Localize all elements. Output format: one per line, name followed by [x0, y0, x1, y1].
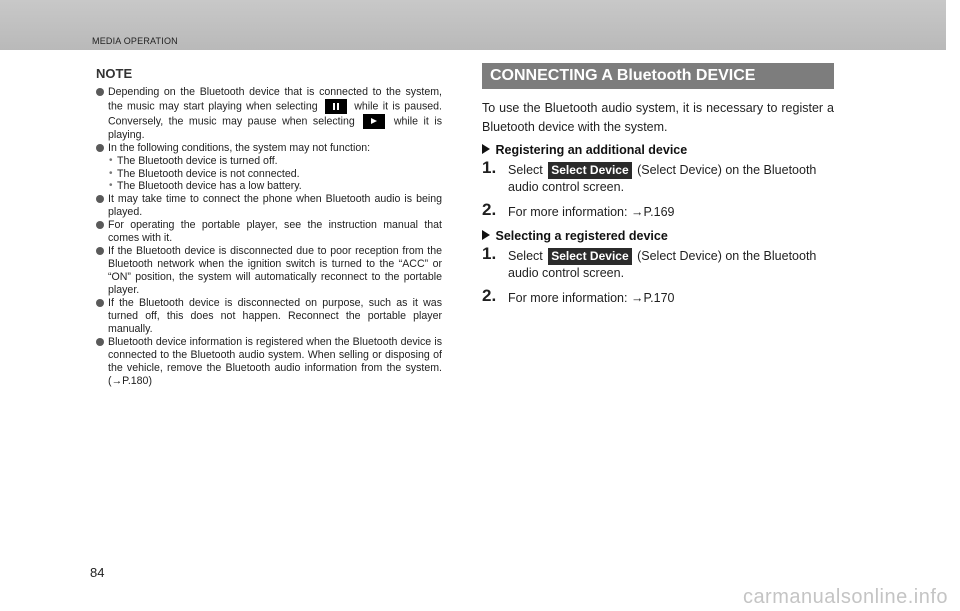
note-sub-item-text: The Bluetooth device is turned off. [117, 155, 278, 167]
step-text: Select [508, 249, 543, 263]
bullet-icon [96, 221, 104, 229]
note-column [96, 66, 442, 388]
section-title: CONNECTING A Bluetooth DEVICE [482, 63, 834, 89]
note-item-4-text: For operating the portable player, see the instruction manual that comes with it. [108, 218, 442, 244]
selecting-step-1 [482, 244, 834, 282]
bullet-icon [96, 195, 104, 203]
bullet-icon [96, 338, 104, 346]
step-text: For more information: →P.170 [508, 291, 675, 305]
step-text: For more information: →P.169 [508, 205, 675, 219]
sub-bullet-icon: • [109, 167, 113, 179]
note-item-3-text: It may take time to connect the phone when Bluetooth audio is being played. [108, 192, 442, 218]
note-sub-item [108, 180, 442, 193]
step-number: 2. [482, 200, 497, 219]
note-item-7-text: Bluetooth device information is registered when the Bluetooth device is connected to the Bluetooth audio system. When selling or disposing of the vehicle, remove the Bluetooth audio information from the system. (→P.180) [108, 335, 442, 387]
registering-heading-text: Registering an additional device [495, 143, 688, 157]
step-text: (Select Device) on the Bluetooth audio control screen. [508, 249, 817, 280]
note-sub-item-text: The Bluetooth device has a low battery. [117, 180, 302, 192]
watermark: carmanualsonline.info [742, 586, 948, 608]
page-number: 84 [90, 565, 105, 580]
note-item-5 [96, 245, 442, 297]
step-number: 2. [482, 286, 497, 305]
step-number: 1. [482, 244, 497, 263]
note-sub-item-text: The Bluetooth device is not connected. [117, 167, 300, 180]
note-item-6-text: If the Bluetooth device is disconnected on purpose, such as it was turned off, this does not happen. Reconnect the portable player manually. [108, 296, 442, 335]
note-item-5-text: If the Bluetooth device is disconnected due to poor reception from the Bluetooth network when the ignition switch is turned to the “ACC” or “ON” position, the system will automatically reconnect to the portable player. [108, 244, 442, 296]
connecting-column [482, 63, 834, 315]
pause-icon [325, 99, 347, 114]
bullet-icon [96, 144, 104, 152]
note-item-2 [96, 142, 442, 193]
note-item-2-text: In the following conditions, the system may not function: [108, 142, 371, 154]
selecting-heading-text: Selecting a registered device [495, 229, 668, 243]
play-icon [363, 114, 385, 129]
section-label: MEDIA OPERATION [92, 36, 178, 46]
step-text: (Select Device) on the Bluetooth audio control screen. [508, 163, 817, 194]
select-device-button[interactable]: Select Device [548, 162, 631, 179]
step-text: Select [508, 163, 543, 177]
triangle-right-icon [482, 230, 490, 240]
bullet-icon [96, 88, 104, 96]
step-number: 1. [482, 158, 497, 177]
note-sub-item [108, 168, 442, 181]
note-item-7 [96, 336, 442, 388]
registering-step-1 [482, 158, 834, 196]
note-sub-list [108, 155, 442, 193]
sub-bullet-icon: • [109, 180, 113, 191]
select-device-button[interactable]: Select Device [548, 248, 631, 265]
registering-step-2 [482, 200, 834, 221]
selecting-heading [482, 229, 834, 243]
note-item-1-text-c: while it is playing. [108, 115, 442, 141]
triangle-right-icon [482, 144, 490, 154]
note-item-1-text-b: while it is paused. Conversely, the music may pause when selecting [108, 100, 442, 128]
note-item-1 [96, 86, 442, 142]
note-sub-item [108, 155, 442, 168]
registering-heading [482, 143, 834, 157]
note-item-4 [96, 219, 442, 245]
bullet-icon [96, 247, 104, 255]
note-item-3 [96, 193, 442, 219]
selecting-step-2 [482, 286, 834, 307]
note-item-6 [96, 297, 442, 336]
note-item-1-text-a: Depending on the Bluetooth device that is connected to the system, the music may start playing when selecting [108, 86, 442, 113]
note-title: NOTE [96, 66, 133, 81]
intro-paragraph: To use the Bluetooth audio system, it is necessary to register a Bluetooth device with the system. [482, 101, 834, 134]
sub-bullet-icon: • [109, 155, 113, 166]
bullet-icon [96, 299, 104, 307]
